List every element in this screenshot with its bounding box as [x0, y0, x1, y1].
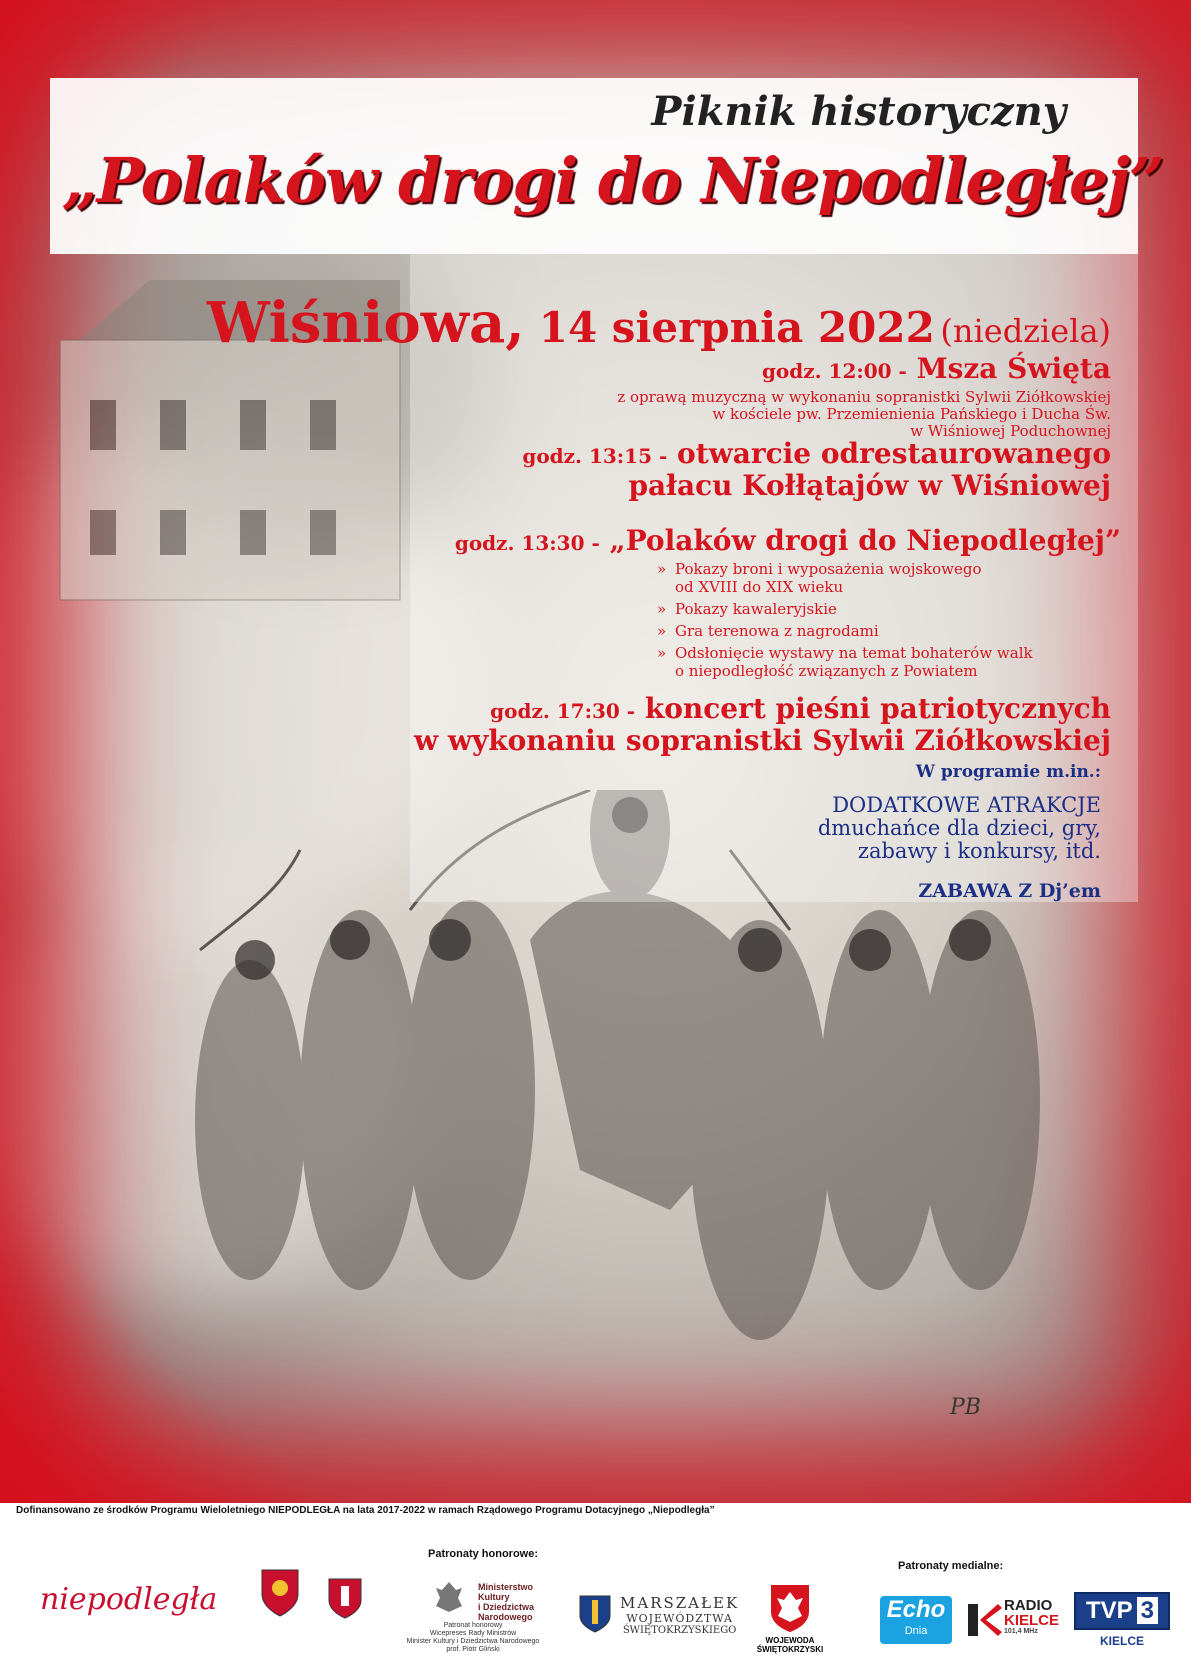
extras-line: dmuchańce dla dzieci, gry, [817, 816, 1101, 840]
echo-dnia-logo: Echo Dnia [880, 1596, 952, 1644]
extras-heading: DODATKOWE ATRAKCJE [832, 793, 1101, 817]
event-title: otwarcie odrestaurowanego [677, 437, 1111, 470]
white-eagle-emblem-icon [768, 1582, 812, 1634]
extra-attractions [818, 794, 1101, 863]
honorary-patronage-label: Patronaty honorowe: [428, 1548, 539, 1560]
event-title: „Polaków drogi do Niepodległej” [62, 144, 1164, 217]
title-banner [50, 78, 1164, 254]
event-day: (niedziela) [940, 312, 1111, 350]
event-time: godz. 13:15 - [522, 444, 668, 468]
extras-line: zabawy i konkursy, itd. [857, 839, 1101, 863]
media-patronage-label: Patronaty medialne: [898, 1560, 1004, 1572]
list-item: » Gra terenowa z nagrodami [657, 622, 1033, 640]
tvp3-logo: TVP 3 [1074, 1592, 1170, 1630]
list-item: » Odsłonięcie wystawy na temat bohaterów walk o niepodległość związanych z Powiatem [657, 644, 1033, 680]
voivodeship-shield-icon [578, 1594, 612, 1634]
program-note: W programie m.in.: [915, 762, 1101, 782]
dj-party: ZABAWA Z Dj’em [918, 880, 1101, 902]
event-title: pałacu Kołłątajów w Wiśniowej [628, 469, 1111, 502]
list-item: » Pokazy kawaleryjskie [657, 600, 1033, 618]
detail-line: w kościele pw. Przemienienia Pańskiego i Ducha Św. [712, 405, 1111, 423]
event-title: w wykonaniu sopranistki Sylwii Ziółkowskiej [414, 724, 1111, 757]
event-concert [414, 694, 1111, 756]
municipality-coat-of-arms-icon [326, 1576, 364, 1620]
marszalek-logo: MARSZAŁEK WOJEWÓDZTWA ŚWIĘTOKRZYSKIEGO [620, 1594, 740, 1636]
event-place: Wiśniowa, [206, 290, 525, 356]
event-time: godz. 13:30 - [454, 531, 600, 555]
event-title: koncert pieśni patriotycznych [644, 692, 1111, 725]
event-mass-details [617, 389, 1111, 440]
event-time: godz. 12:00 - [761, 359, 907, 383]
wojewoda-logo: WOJEWODA ŚWIĘTOKRZYSKI [756, 1636, 824, 1654]
date-line [207, 290, 1111, 356]
list-item: » Pokazy broni i wyposażenia wojskowego od XVIII do XIX wieku [657, 560, 1033, 596]
picnic-bullets [657, 560, 1033, 684]
radio-kielce-logo: RADIO KIELCE 101,4 MHz [1004, 1597, 1060, 1635]
radio-kielce-mark-icon [964, 1600, 1004, 1640]
event-picnic [455, 524, 1121, 557]
artist-signature: PB [950, 1395, 981, 1420]
event-palace-opening [522, 439, 1111, 501]
detail-line: z oprawą muzyczną w wykonaniu sopranistki Sylwii Ziółkowskiej [617, 388, 1111, 406]
event-title: Msza Święta [916, 352, 1111, 385]
event-title: „Polaków drogi do Niepodległej” [609, 524, 1121, 557]
event-mass [762, 352, 1111, 385]
event-date: 14 sierpnia 2022 [538, 303, 935, 352]
event-time: godz. 17:30 - [490, 699, 636, 723]
niepodlegla-logo: niepodległa [40, 1582, 218, 1617]
ministry-patron-text: Patronat honorowy Wicepreses Rady Ministrów Minister Kultury i Dziedzictwa Narodowego prof. Piotr Gliński [406, 1622, 540, 1653]
county-coat-of-arms-icon [258, 1566, 302, 1618]
funding-note: Dofinansowano ze środków Programu Wieloletniego NIEPODLEGŁA na lata 2017-2022 w ramach Rządowego Programu Dotacyjnego „Niepodległa” [16, 1505, 715, 1516]
event-subtitle: Piknik historyczny [651, 88, 1066, 135]
detail-line: w Wiśniowej Poduchownej [910, 422, 1111, 440]
ministry-logo: Ministerstwo Kultury i Dziedzictwa Narodowego [478, 1582, 535, 1622]
tvp3-city: KIELCE [1099, 1634, 1144, 1648]
eagle-emblem-icon [434, 1580, 464, 1614]
